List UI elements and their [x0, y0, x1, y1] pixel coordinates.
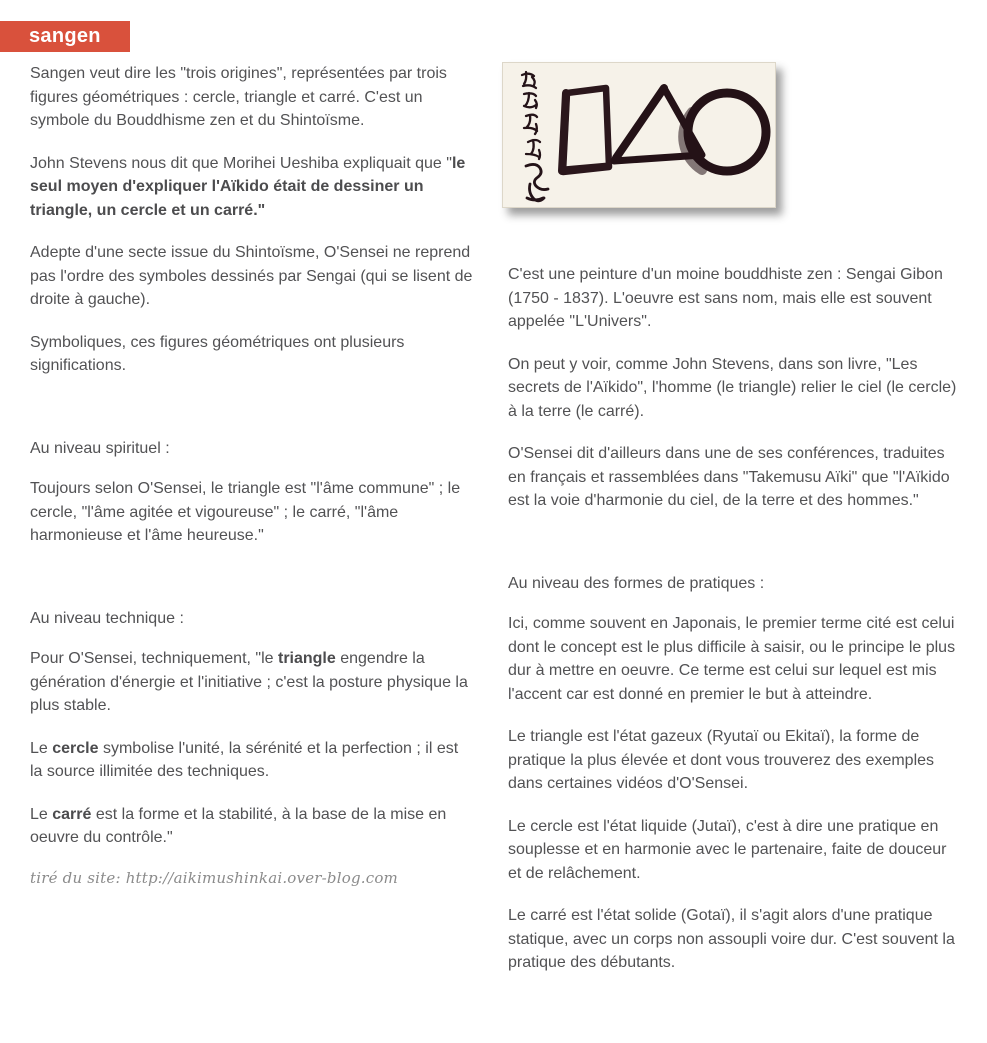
paragraph-john-stevens-quote: [30, 152, 475, 223]
paragraph-sengai-gibon: C'est une peinture d'un moine bouddhiste zen : Sengai Gibon (1750 - 1837). L'oeuvre est sans nom, mais elle est souvent appelée "L'Univers".: [508, 266, 943, 330]
paragraph-ames: Toujours selon O'Sensei, le triangle est "l'âme commune" ; le cercle, "l'âme agitée et vigoureuse" ; le carré, "l'âme harmonieuse et l'âme heureuse.": [30, 480, 461, 544]
paragraph-premier-terme: Ici, comme souvent en Japonais, le premier terme cité est celui dont le concept est le plus difficile à saisir, ou le principe le plus dur à mettre en oeuvre. Ce terme est celui sur lequel est mis l'accent car est donné en premier le but à atteindre.: [508, 615, 956, 703]
paragraph-carre-solide: Le carré est l'état solide (Gotaï), il s'agit alors d'une pratique statique, avec un corps non assoupli voire dur. C'est souvent la pratique des débutants.: [508, 907, 955, 971]
page-title-badge: sangen: [0, 21, 130, 52]
paragraph-sangen-definition: Sangen veut dire les "trois origines", représentées par trois figures géométriques : cercle, triangle et carré. C'est un symbole du Bouddhisme zen et du Shintoïsme.: [30, 65, 447, 129]
paragraph-symboliques: Symboliques, ces figures géométriques ont plusieurs significations.: [30, 333, 405, 374]
sengai-painting-svg: [502, 62, 776, 208]
paragraph-triangle-gazeux: Le triangle est l'état gazeux (Ryutaï ou Ekitaï), la forme de pratique la plus élevée et dont vous trouverez des exemples dans certaines vidéos d'O'Sensei.: [508, 728, 935, 792]
left-column: [30, 62, 475, 994]
paragraph-triangle-technique: Pour O'Sensei, techniquement, "le triangle engendre la génération d'énergie et l'initiative ; c'est la posture physique la plus stable.: [30, 650, 468, 714]
paragraph-carre-technique: Le carré est la forme et la stabilité, à la base de la mise en oeuvre du contrôle.": [30, 805, 447, 846]
source-url-note: tiré du site: http://aikimushinkai.over-blog.com: [30, 868, 398, 887]
right-column: [508, 62, 960, 994]
quote-bold-text: le seul moyen d'expliquer l'Aïkido était de dessiner un triangle, un cercle et un carré.": [30, 154, 466, 219]
heading-niveau-spirituel: Au niveau spirituel :: [30, 439, 170, 457]
bold-cercle: cercle: [52, 739, 99, 757]
paragraph-shintoisme-order: Adepte d'une secte issue du Shintoïsme, O'Sensei ne reprend pas l'ordre des symboles dessinés par Sengai (qui se lisent de droite à gauche).: [30, 244, 473, 308]
bold-carre: carré: [52, 805, 92, 823]
heading-formes-de-pratiques: Au niveau des formes de pratiques :: [508, 574, 765, 592]
paragraph-cercle-liquide: Le cercle est l'état liquide (Jutaï), c'est à dire une pratique en souplesse et en harmonie avec le partenaire, faite de douceur et de relâchement.: [508, 817, 947, 882]
sengai-painting-image: [502, 62, 776, 208]
paragraph-on-peut-y-voir: On peut y voir, comme John Stevens, dans son livre, "Les secrets de l'Aïkido", l'homme (le triangle) relier le ciel (le cercle) à la terre (le carré).: [508, 355, 957, 420]
bold-triangle: triangle: [277, 650, 336, 667]
paragraph-takemusu-aiki: O'Sensei dit d'ailleurs dans une de ses conférences, traduites en français et rassemblées dans "Takemusu Aïki" que "l'Aïkido est la voie d'harmonie du ciel, de la terre et des hommes.": [508, 445, 950, 509]
quote-intro: John Stevens nous dit que Morihei Ueshiba expliquait que ": [30, 154, 452, 172]
heading-niveau-technique: Au niveau technique :: [30, 609, 184, 627]
paragraph-cercle-technique: Le cercle symbolise l'unité, la sérénité et la perfection ; il est la source illimitée des techniques.: [30, 739, 459, 780]
